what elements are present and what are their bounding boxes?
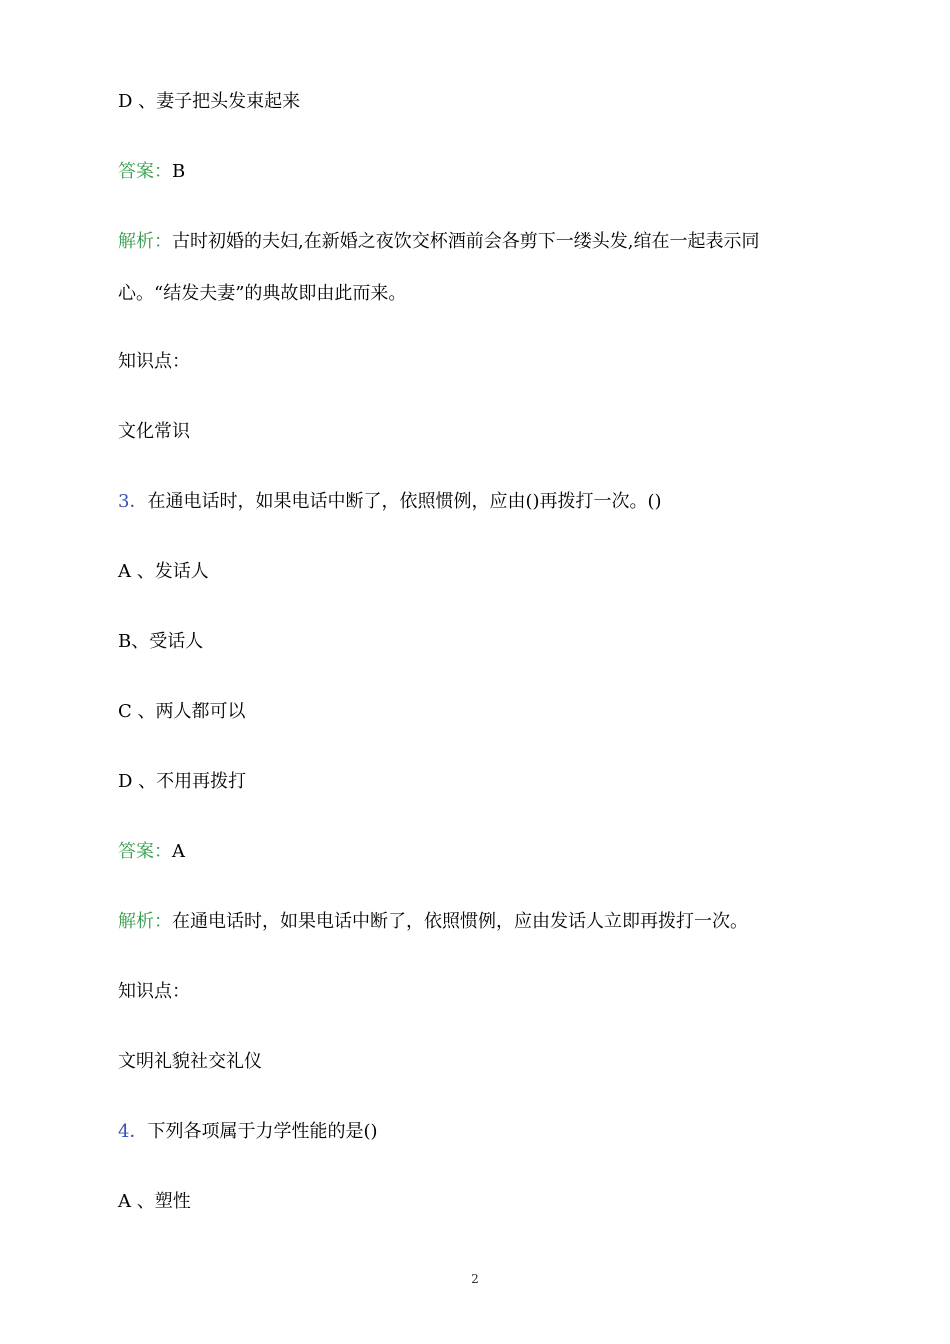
q3-answer	[118, 840, 185, 864]
q2-knowledge-value: 文化常识	[118, 421, 190, 442]
analysis-text: 在通电话时，如果电话中断了，依照惯例，应由发话人立即再拨打一次。	[172, 911, 748, 932]
question-number: 3．	[118, 491, 148, 512]
answer-value: B	[172, 161, 186, 182]
q4-option-a: A 、塑性	[118, 1191, 191, 1212]
analysis-label: 解析：	[118, 231, 172, 252]
question-number: 4．	[118, 1121, 148, 1142]
q4-stem-line	[118, 1120, 378, 1144]
q3-knowledge-label: 知识点：	[118, 981, 190, 1002]
q3-knowledge-value: 文明礼貌社交礼仪	[118, 1051, 262, 1072]
answer-value: A	[172, 841, 185, 862]
q3-option-a: A 、发话人	[118, 561, 209, 582]
q3-option-d: D 、不用再拨打	[118, 771, 247, 792]
answer-label: 答案：	[118, 841, 172, 862]
q3-option-c: C 、两人都可以	[118, 701, 246, 722]
q2-option-d: D 、妻子把头发束起来	[118, 91, 301, 112]
q3-option-b: B、受话人	[118, 631, 204, 652]
q3-stem-line	[118, 490, 662, 514]
answer-label: 答案：	[118, 161, 172, 182]
question-stem: 在通电话时，如果电话中断了，依照惯例，应由()再拨打一次。()	[147, 491, 662, 512]
q2-analysis-line1	[118, 230, 759, 254]
page-number: 2	[471, 1272, 479, 1286]
q2-analysis-line2: 心。“结发夫妻”的典故即由此而来。	[118, 283, 407, 304]
q3-analysis	[118, 910, 748, 934]
analysis-label: 解析：	[118, 911, 172, 932]
analysis-text: 古时初婚的夫妇,在新婚之夜饮交杯酒前会各剪下一缕头发,绾在一起表示同	[172, 231, 760, 252]
q2-knowledge-label: 知识点：	[118, 351, 190, 372]
q2-answer	[118, 160, 185, 184]
question-stem: 下列各项属于力学性能的是()	[147, 1121, 378, 1142]
